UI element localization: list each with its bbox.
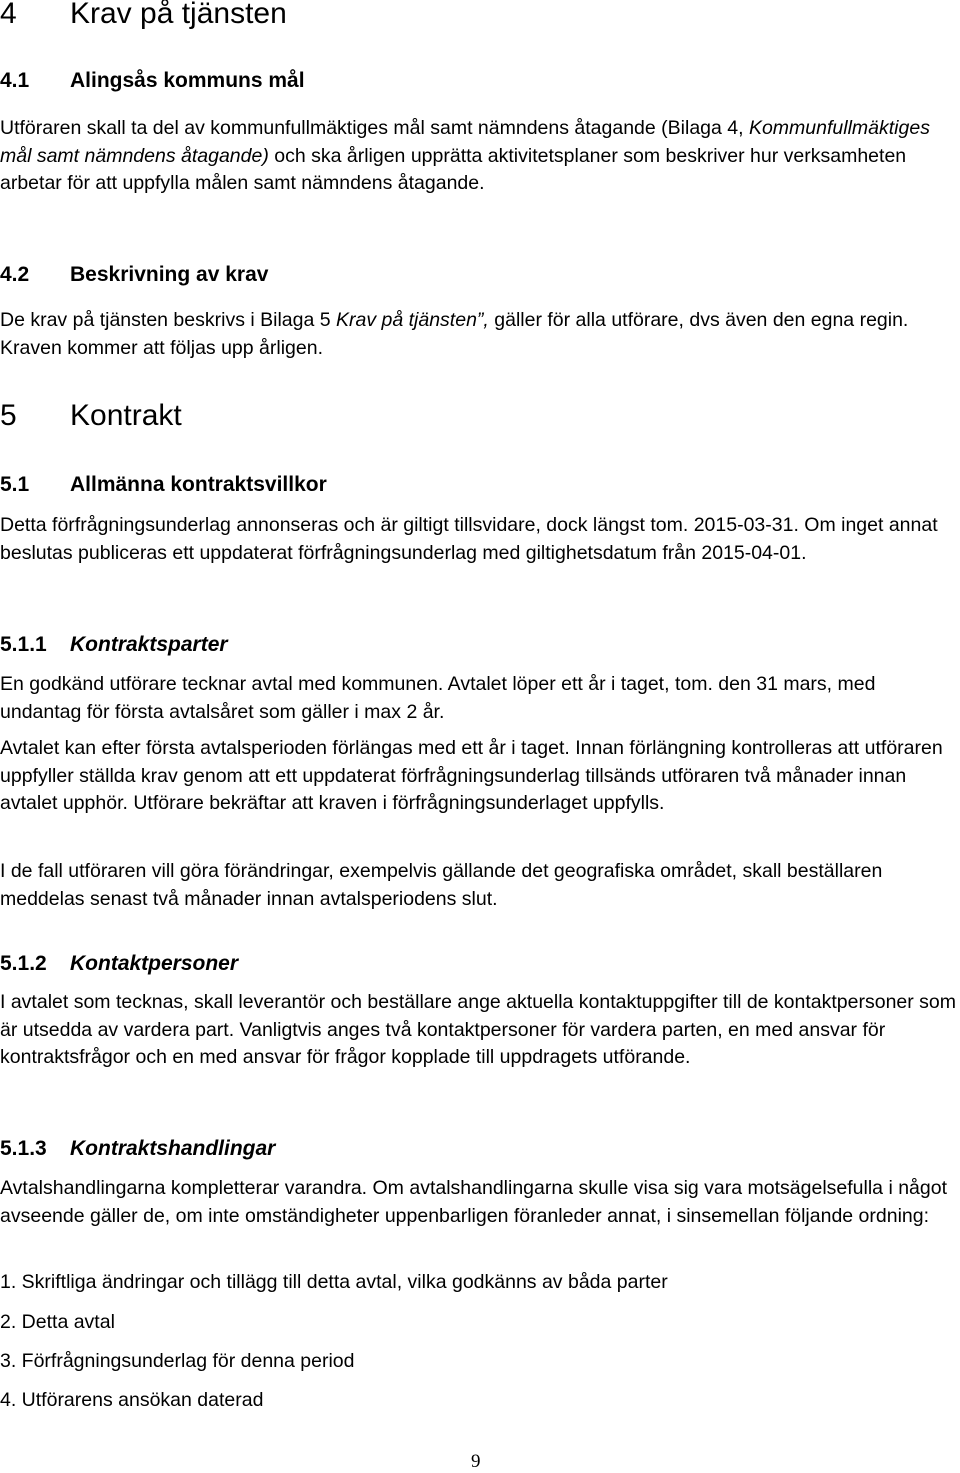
heading-5-1 [0,472,327,498]
heading-title: Beskrivning av krav [70,263,269,286]
heading-5-1-1 [0,632,228,658]
paragraph-4-1: Utföraren skall ta del av kommunfullmäktiges mål samt nämndens åtagande (Bilaga 4, Kommunfullmäktiges mål samt nämndens åtagande) och ska årligen upprätta aktivitetsplaner som beskriver hur verksamheten arbetar för att uppfylla målen samt nämndens åtagande. [0,117,930,194]
page-number: 9 [471,1451,481,1472]
heading-5 [0,398,182,434]
heading-title: Alingsås kommuns mål [70,69,305,92]
heading-4-1 [0,68,305,94]
heading-number: 5 [0,399,17,432]
paragraph-5-1-1-c: I de fall utföraren vill göra förändringar, exempelvis gällande det geografiska området, skall beställaren meddelas senast två månader innan avtalsperiodens slut. [0,860,883,910]
heading-number: 4.1 [0,69,30,92]
heading-number: 5.1 [0,473,30,496]
italic-reference: Kommunfullmäktiges mål samt nämndens åtagande) [0,117,930,167]
heading-number: 4 [0,0,17,30]
heading-4-2 [0,262,268,288]
heading-number: 5.1.2 [0,952,47,975]
heading-title: Krav på tjänsten [70,0,287,30]
italic-reference: Krav på tjänsten”, [336,309,489,331]
paragraph-5-1: Detta förfrågningsunderlag annonseras och är giltigt tillsvidare, dock längst tom. 2015-03-31. Om inget annat beslutas publiceras ett uppdaterat förfrågningsunderlag med giltighetsdatum från 2015-04-01. [0,514,938,564]
order-item: 3. Förfrågningsunderlag för denna period [0,1350,355,1372]
heading-title: Allmänna kontraktsvillkor [70,473,327,496]
heading-4 [0,0,287,32]
paragraph-5-1-3: Avtalshandlingarna kompletterar varandra. Om avtalshandlingarna skulle visa sig vara motsägelsefulla i något avseende gäller de, om inte omständigheter uppenbarligen föranleder annat, i sinsemellan följande ordning: [0,1177,947,1227]
heading-title: Kontrakt [70,399,182,432]
paragraph-5-1-2: I avtalet som tecknas, skall leverantör och beställare ange aktuella kontaktuppgifter till de kontaktpersoner som är utsedda av vardera part. Vanligtvis anges två kontaktpersoner för vardera parten, en med ansvar för kontraktsfrågor och en med ansvar för frågor kopplade till uppdragets utförande. [0,991,957,1068]
order-item: 4. Utförarens ansökan daterad [0,1389,264,1411]
heading-title: Kontraktshandlingar [70,1137,276,1160]
heading-number: 4.2 [0,263,30,286]
heading-number: 5.1.1 [0,633,47,656]
heading-title: Kontaktpersoner [70,952,239,975]
paragraph-4-2: De krav på tjänsten beskrivs i Bilaga 5 Krav på tjänsten”, gäller för alla utförare, dvs även den egna regin. Kraven kommer att följas upp årligen. [0,309,909,359]
paragraph-5-1-1-b: Avtalet kan efter första avtalsperioden förlängas med ett år i taget. Innan förlängning kontrolleras att utföraren uppfyller ställda krav genom att ett uppdaterat förfrågningsunderlag tillsänds utföraren två månader innan avtalet upphör. Utförare bekräftar att kraven i förfrågningsunderlaget uppfylls. [0,737,943,814]
paragraph-5-1-1-a: En godkänd utförare tecknar avtal med kommunen. Avtalet löper ett år i taget, tom. den 31 mars, med undantag för första avtalsåret som gäller i max 2 år. [0,673,876,723]
heading-5-1-2 [0,951,238,977]
heading-title: Kontraktsparter [70,633,228,656]
order-item: 2. Detta avtal [0,1311,115,1333]
heading-number: 5.1.3 [0,1137,47,1160]
order-item: 1. Skriftliga ändringar och tillägg till detta avtal, vilka godkänns av båda parter [0,1271,668,1293]
heading-5-1-3 [0,1136,275,1162]
